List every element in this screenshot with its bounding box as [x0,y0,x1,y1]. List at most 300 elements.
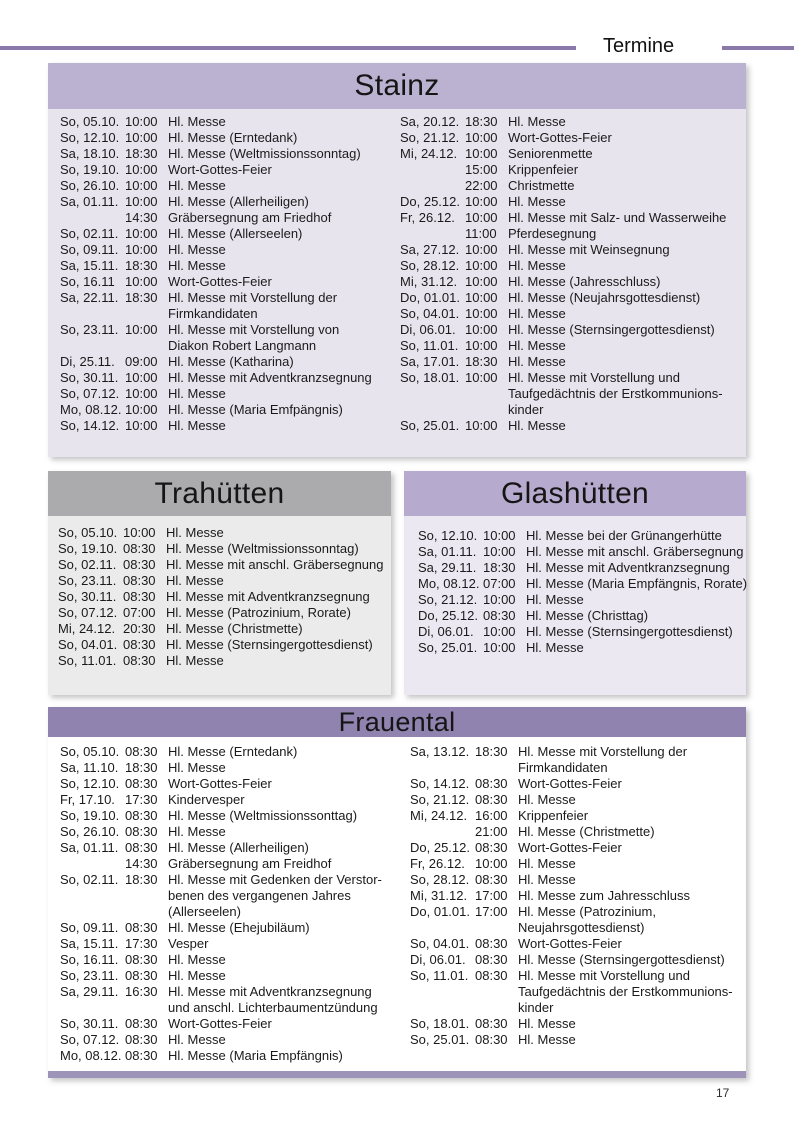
schedule-row [418,640,743,656]
schedule-row [60,968,400,984]
date-cell: Mi, 24.12. [400,146,458,161]
time-cell: 08:30 [125,1032,158,1047]
description-cell: Hl. Messe [518,856,576,871]
date-cell: Mi, 31.12. [410,888,468,903]
time-cell: 08:30 [125,920,158,935]
schedule-column [58,516,388,669]
description-cell: Hl. Messe [508,354,566,369]
time-cell: 10:00 [465,338,498,353]
date-cell: So, 12.10. [418,528,478,543]
time-cell: 10:00 [125,194,158,209]
section-body [48,109,746,457]
description-cell: Hl. Messe (Christmette) [166,621,303,636]
time-cell: 08:30 [123,557,156,572]
time-cell: 08:30 [123,589,156,604]
schedule-row [60,760,400,776]
description-cell: Hl. Messe [508,306,566,321]
date-cell: Mi, 24.12. [58,621,116,636]
schedule-row [60,226,396,242]
date-cell: So, 26.10. [60,824,120,839]
date-cell: Sa, 17.01. [400,354,460,369]
date-cell: So, 30.11. [60,370,119,385]
description-cell: Krippenfeier [518,808,589,823]
schedule-row [400,210,742,226]
schedule-row [60,1048,400,1064]
date-cell: So, 30.11. [58,589,117,604]
description-cell: Wort-Gottes-Feier [518,776,622,791]
schedule-row [60,290,396,322]
schedule-row [58,621,388,637]
description-cell: Hl. Messe mit Vorstellung und Taufgedächtnis der Erstkommunions- kinder [508,370,723,417]
time-cell: 08:30 [123,573,156,588]
date-cell: So, 14.12. [60,418,120,433]
section-glashuetten [404,471,746,695]
schedule-column [418,516,748,656]
date-cell: So, 23.11. [60,968,119,983]
time-cell: 18:30 [125,290,158,305]
time-cell: 08:30 [475,840,508,855]
description-cell: Hl. Messe [168,952,226,967]
date-cell: So, 16.11. [60,952,119,967]
section-body [48,516,391,695]
schedule-row [60,1032,400,1048]
schedule-row [58,557,388,573]
time-cell: 10:00 [125,402,158,417]
time-cell: 08:30 [475,936,508,951]
time-cell: 08:30 [483,608,516,623]
date-cell: Di, 06.01. [410,952,466,967]
time-cell: 10:00 [125,226,158,241]
schedule-row [60,130,396,146]
time-cell: 17:30 [125,792,158,807]
schedule-row [400,114,742,130]
schedule-row [60,984,400,1016]
time-cell: 18:30 [475,744,508,759]
time-cell: 18:30 [465,354,498,369]
description-cell: Hl. Messe [168,1032,226,1047]
time-cell: 10:00 [465,274,498,289]
date-cell: Sa, 20.12. [400,114,460,129]
description-cell: Hl. Messe mit Vorstellung von Diakon Robert Langmann [168,322,340,353]
description-cell: Hl. Messe (Allerheiligen) [168,194,309,209]
schedule-row [400,130,742,146]
description-cell: Hl. Messe (Allerseelen) [168,226,303,241]
date-cell: Fr, 17.10. [60,792,115,807]
schedule-row [410,1016,744,1032]
time-cell: 08:30 [123,653,156,668]
description-cell: Hl. Messe [166,653,224,668]
date-cell: So, 07.12. [60,1032,120,1047]
description-cell: Hl. Messe mit anschl. Gräbersegnung [526,544,744,559]
description-cell: Pferdesegnung [508,226,597,241]
description-cell: Hl. Messe (Maria Emfpängnis) [168,402,343,417]
date-cell: So, 12.10. [60,776,120,791]
description-cell: Hl. Messe [168,178,226,193]
description-cell: Hl. Messe mit Gedenken der Verstor- benen des vergangenen Jahres (Allerseelen) [168,872,382,919]
schedule-row [400,162,742,178]
schedule-row [400,290,742,306]
time-cell: 10:00 [465,290,498,305]
time-cell: 16:00 [475,808,508,823]
section-header [404,471,746,516]
schedule-row [410,872,744,888]
time-cell: 08:30 [123,637,156,652]
description-cell: Hl. Messe mit Vorstellung und Taufgedächtnis der Erstkommunions- kinder [518,968,733,1015]
description-cell: Kindervesper [168,792,245,807]
page-number: 17 [716,1086,730,1100]
description-cell: Hl. Messe (Katharina) [168,354,294,369]
description-cell: Hl. Messe mit Adventkranzsegnung [168,370,372,385]
description-cell: Wort-Gottes-Feier [168,1016,272,1031]
date-cell: Sa, 01.11. [60,194,119,209]
date-cell: Sa, 27.12. [400,242,460,257]
time-cell: 17:00 [475,888,508,903]
date-cell: Sa, 15.11. [60,936,119,951]
description-cell: Hl. Messe (Erntedank) [168,130,298,145]
schedule-row [410,824,744,840]
schedule-row [60,744,400,760]
description-cell: Hl. Messe mit Salz- und Wasserweihe [508,210,727,225]
date-cell: Sa, 01.11. [418,544,477,559]
time-cell: 08:30 [125,968,158,983]
description-cell: Hl. Messe [508,258,566,273]
date-cell: So, 07.12. [58,605,118,620]
time-cell: 10:00 [125,274,158,289]
time-cell: 08:30 [475,776,508,791]
schedule-column-left [60,109,396,434]
schedule-row [410,936,744,952]
date-cell: Sa, 18.10. [60,146,120,161]
date-cell: So, 04.01. [410,936,470,951]
description-cell: Hl. Messe (Weltmissionssonntag) [168,146,361,161]
schedule-row [60,274,396,290]
schedule-column-right [410,737,744,1048]
description-cell: Hl. Messe [518,1032,576,1047]
date-cell: Mo, 08.12. [60,402,122,417]
schedule-row [60,354,396,370]
schedule-row [418,608,743,624]
description-cell: Hl. Messe mit Adventkranzsegnung [166,589,370,604]
description-cell: Hl. Messe bei der Grünangerhütte [526,528,722,543]
section-body [404,516,746,695]
schedule-row [410,744,744,776]
description-cell: Hl. Messe (Maria Empfängnis) [168,1048,343,1063]
date-cell: So, 16.11 [60,274,115,289]
date-cell [60,856,125,872]
schedule-row [60,872,400,920]
description-cell: Hl. Messe (Neujahrsgottesdienst) [508,290,701,305]
date-cell [410,824,475,840]
date-cell: Mi, 31.12. [400,274,458,289]
date-cell: So, 28.12. [400,258,460,273]
date-cell: Mi, 24.12. [410,808,468,823]
schedule-row [58,541,388,557]
schedule-row [400,322,742,338]
date-cell: So, 05.10. [60,744,120,759]
time-cell: 18:30 [483,560,516,575]
schedule-row [410,792,744,808]
schedule-row [418,528,743,544]
time-cell: 10:00 [125,178,158,193]
schedule-row [60,952,400,968]
date-cell: So, 19.10. [58,541,118,556]
description-cell: Hl. Messe mit anschl. Gräbersegnung [166,557,384,572]
time-cell: 10:00 [125,114,158,129]
schedule-row [60,824,400,840]
description-cell: Hl. Messe (Erntedank) [168,744,298,759]
description-cell: Christmette [508,178,575,193]
schedule-row [60,194,396,210]
date-cell: Fr, 26.12. [410,856,465,871]
date-cell: Sa, 01.11. [60,840,119,855]
time-cell: 08:30 [125,1048,158,1063]
schedule-row [60,210,396,226]
description-cell: Wort-Gottes-Feier [508,130,612,145]
date-cell: So, 19.10. [60,162,120,177]
date-cell: So, 04.01. [58,637,118,652]
time-cell: 10:00 [483,624,516,639]
schedule-row [58,589,388,605]
time-cell: 21:00 [475,824,508,839]
date-cell [400,226,465,242]
description-cell: Hl. Messe [518,872,576,887]
schedule-row [60,920,400,936]
schedule-row [410,1032,744,1048]
schedule-row [60,792,400,808]
schedule-row [410,968,744,1016]
date-cell: Do, 25.12. [418,608,478,623]
date-cell: So, 11.01. [400,338,459,353]
time-cell: 08:30 [475,1016,508,1031]
description-cell: Wort-Gottes-Feier [168,274,272,289]
description-cell: Wort-Gottes-Feier [168,776,272,791]
section-footer-bar [48,1071,746,1078]
time-cell: 08:30 [125,776,158,791]
schedule-row [60,370,396,386]
date-cell: Sa, 22.11. [60,290,119,305]
schedule-column-left [60,737,400,1064]
time-cell: 10:00 [465,130,498,145]
date-cell: Do, 25.12. [400,194,460,209]
time-cell: 08:30 [125,840,158,855]
schedule-row [400,306,742,322]
date-cell: Sa, 29.11. [418,560,477,575]
date-cell: So, 09.11. [60,242,119,257]
description-cell: Hl. Messe [166,573,224,588]
description-cell: Wort-Gottes-Feier [518,936,622,951]
time-cell: 10:00 [465,194,498,209]
date-cell: So, 14.12. [410,776,470,791]
schedule-row [400,226,742,242]
date-cell: Sa, 29.11. [60,984,119,999]
description-cell: Hl. Messe [526,640,584,655]
schedule-row [410,776,744,792]
time-cell: 10:00 [475,856,508,871]
date-cell: So, 02.11. [60,226,119,241]
date-cell: So, 26.10. [60,178,120,193]
date-cell: So, 11.01. [58,653,117,668]
date-cell [400,162,465,178]
time-cell: 14:30 [125,856,158,871]
time-cell: 10:00 [125,130,158,145]
section-header [48,471,391,516]
date-cell: So, 12.10. [60,130,120,145]
time-cell: 18:30 [125,872,158,887]
time-cell: 10:00 [125,418,158,433]
schedule-row [58,653,388,669]
description-cell: Hl. Messe [518,792,576,807]
date-cell: So, 23.11. [60,322,119,337]
date-cell: Sa, 13.12. [410,744,470,759]
date-cell: So, 02.11. [58,557,117,572]
schedule-row [410,808,744,824]
time-cell: 10:00 [125,322,158,337]
schedule-row [60,856,400,872]
date-cell: Sa, 15.11. [60,258,119,273]
schedule-row [60,1016,400,1032]
description-cell: Hl. Messe [168,114,226,129]
description-cell: Hl. Messe (Sternsingergottesdienst) [166,637,373,652]
time-cell: 14:30 [125,210,158,225]
description-cell: Hl. Messe [526,592,584,607]
section-title: Frauental [338,706,456,737]
schedule-row [400,354,742,370]
description-cell: Hl. Messe [508,194,566,209]
description-cell: Wort-Gottes-Feier [518,840,622,855]
schedule-row [58,637,388,653]
time-cell: 09:00 [125,354,158,369]
date-cell: So, 25.01. [418,640,478,655]
header-rule-right [722,46,794,50]
date-cell [60,210,125,226]
time-cell: 17:00 [475,904,508,919]
description-cell: Hl. Messe (Christmette) [518,824,655,839]
schedule-row [400,242,742,258]
time-cell: 10:00 [465,370,498,385]
description-cell: Hl. Messe (Weltmissionssonntag) [166,541,359,556]
section-title: Glashütten [500,476,650,510]
schedule-row [60,936,400,952]
time-cell: 08:30 [475,952,508,967]
time-cell: 08:30 [475,968,508,983]
schedule-row [418,624,743,640]
description-cell: Gräbersegnung am Freidhof [168,856,332,871]
schedule-row [60,808,400,824]
description-cell: Gräbersegnung am Friedhof [168,210,332,225]
time-cell: 07:00 [123,605,156,620]
time-cell: 18:30 [125,146,158,161]
time-cell: 08:30 [475,792,508,807]
date-cell: So, 11.01. [410,968,469,983]
time-cell: 08:30 [475,1032,508,1047]
schedule-row [60,402,396,418]
description-cell: Hl. Messe (Weltmissionssonttag) [168,808,358,823]
schedule-row [418,560,743,576]
time-cell: 08:30 [125,808,158,823]
description-cell: Wort-Gottes-Feier [168,162,272,177]
description-cell: Hl. Messe [168,760,226,775]
date-cell: So, 21.12. [400,130,460,145]
schedule-row [400,338,742,354]
time-cell: 18:30 [465,114,498,129]
date-cell: So, 18.01. [400,370,460,385]
schedule-row [58,525,388,541]
schedule-row [60,840,400,856]
date-cell: So, 21.12. [418,592,478,607]
time-cell: 10:00 [483,528,516,543]
time-cell: 08:30 [475,872,508,887]
time-cell: 15:00 [465,162,498,177]
schedule-row [418,576,748,592]
description-cell: Hl. Messe [166,525,224,540]
description-cell: Hl. Messe mit Adventkranzsegnung und anschl. Lichterbaumentzündung [168,984,378,1015]
date-cell: Di, 25.11. [60,354,115,369]
schedule-row [60,386,396,402]
schedule-row [410,952,744,968]
time-cell: 10:00 [465,306,498,321]
time-cell: 10:00 [465,258,498,273]
date-cell: Mo, 08.12. [418,576,480,591]
date-cell: So, 28.12. [410,872,470,887]
date-cell: So, 19.10. [60,808,120,823]
date-cell: Fr, 26.12. [400,210,455,225]
time-cell: 10:00 [465,146,498,161]
section-title: Trahütten [154,476,285,510]
schedule-column-right [400,109,742,434]
time-cell: 10:00 [465,418,498,433]
schedule-row [410,904,744,936]
time-cell: 10:00 [125,242,158,257]
date-cell: So, 02.11. [60,872,119,887]
schedule-row [400,274,742,290]
description-cell: Vesper [168,936,209,951]
description-cell: Hl. Messe (Christtag) [526,608,649,623]
time-cell: 08:30 [125,952,158,967]
date-cell: So, 07.12. [60,386,120,401]
schedule-row [60,322,396,354]
date-cell: So, 04.01. [400,306,460,321]
description-cell: Hl. Messe mit Vorstellung der Firmkandidaten [168,290,338,321]
section-stainz [48,63,746,457]
description-cell: Hl. Messe [168,824,226,839]
description-cell: Hl. Messe (Maria Empfängnis, Rorate) [526,576,748,591]
time-cell: 10:00 [125,162,158,177]
section-body [48,737,746,1078]
description-cell: Seniorenmette [508,146,593,161]
time-cell: 10:00 [123,525,156,540]
date-cell: So, 09.11. [60,920,119,935]
header-rule-left [0,46,576,50]
description-cell: Hl. Messe [168,258,226,273]
section-title: Stainz [354,69,440,102]
schedule-row [400,258,742,274]
schedule-row [400,194,742,210]
page-header-title: Termine [603,35,675,57]
schedule-row [410,888,744,904]
date-cell: So, 23.11. [58,573,117,588]
schedule-row [400,178,742,194]
schedule-row [58,573,388,589]
date-cell: Di, 06.01. [418,624,474,639]
time-cell: 10:00 [483,640,516,655]
time-cell: 10:00 [483,544,516,559]
time-cell: 11:00 [465,226,497,241]
time-cell: 10:00 [125,370,158,385]
date-cell [400,178,465,194]
description-cell: Krippenfeier [508,162,579,177]
description-cell: Hl. Messe mit Vorstellung der Firmkandidaten [518,744,688,775]
description-cell: Hl. Messe zum Jahresschluss [518,888,690,903]
